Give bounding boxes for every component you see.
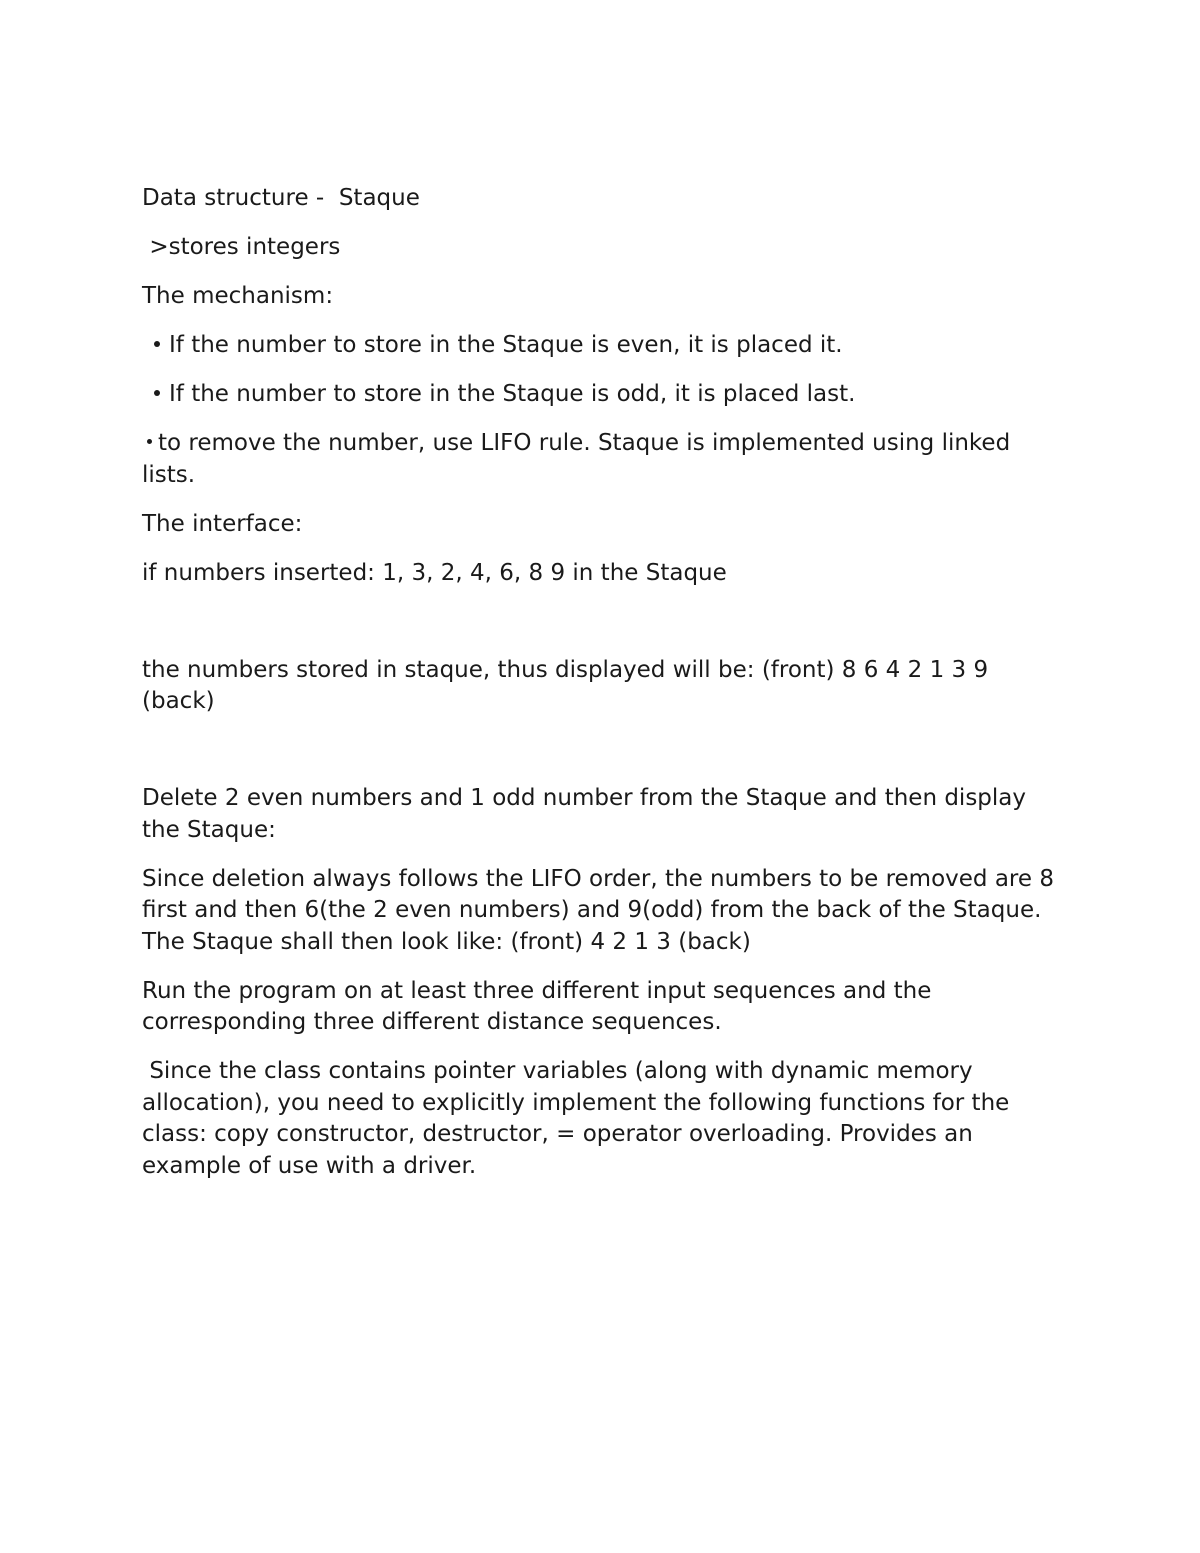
subtitle-line: >stores integers — [142, 234, 341, 260]
bullet-icon — [154, 341, 160, 347]
display-example: the numbers stored in staque, thus displayed will be: (front) 8 6 4 2 1 3 9 (back) — [142, 656, 996, 714]
bullet-item-even — [142, 330, 1062, 362]
bullet-item-odd — [142, 379, 1062, 411]
bullet-icon — [147, 439, 152, 444]
run-instruction: Run the program on at least three different input sequences and the corresponding three different distance sequences. — [142, 977, 939, 1035]
class-requirements: Since the class contains pointer variables (along with dynamic memory allocation), you need to explicitly implement the following functions for the class: copy constructor, destructor, = operator overloading. Provides an example of use with a driver. — [142, 1058, 1017, 1179]
spacer — [142, 607, 1062, 655]
bullet-text: to remove the number, use LIFO rule. Staque is implemented using linked lists. — [142, 430, 1018, 488]
bullet-text: If the number to store in the Staque is even, it is placed it. — [169, 332, 843, 358]
insert-example: if numbers inserted: 1, 3, 2, 4, 6, 8 9 in the Staque — [142, 559, 727, 586]
bullet-icon — [154, 390, 160, 396]
bullet-item-remove — [142, 428, 1062, 491]
mechanism-heading: The mechanism: — [142, 283, 334, 309]
deletion-explanation: Since deletion always follows the LIFO order, the numbers to be removed are 8 first and then 6(the 2 even numbers) and 9(odd) from the back of the Staque. The Staque shall then look like: (front) 4 2 1 3 (back) — [142, 865, 1062, 955]
delete-instruction: Delete 2 even numbers and 1 odd number from the Staque and then display the Staque: — [142, 785, 1034, 843]
spacer — [142, 735, 1062, 783]
interface-heading: The interface: — [142, 510, 303, 537]
document-body — [142, 183, 1062, 1200]
bullet-text: If the number to store in the Staque is odd, it is placed last. — [169, 381, 856, 407]
document-title: Data structure - Staque — [142, 185, 420, 211]
